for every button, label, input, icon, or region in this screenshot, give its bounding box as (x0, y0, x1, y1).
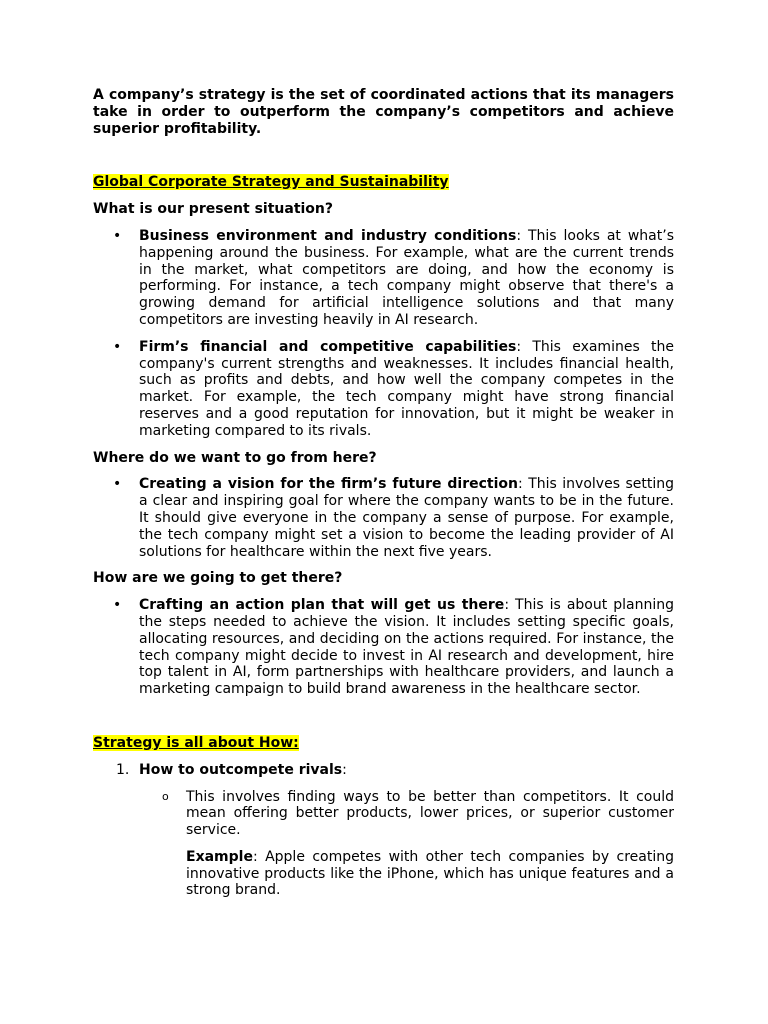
bullet-icon: • (113, 597, 122, 614)
list-number: 1. (116, 761, 130, 778)
numbered-item-term: How to outcompete rivals (139, 761, 343, 778)
bullet-icon: • (113, 227, 122, 244)
numbered-item-colon: : (342, 761, 347, 778)
example-paragraph (93, 849, 674, 899)
list-item-term: Crafting an action plan that will get us there (139, 597, 505, 614)
document-content (93, 87, 674, 899)
list-item-term: Business environment and industry conditions (139, 227, 517, 244)
highlighted-heading: Strategy is all about How: (93, 734, 299, 751)
list-item-text: : This involves setting a clear and inspiring goal for where the company wants to be in the future. It should give everyone in the company a sense of purpose. For example, the tech company might set a vision to become the leading provider of AI solutions for healthcare within the next five years. (139, 476, 675, 560)
bullet-icon: • (113, 338, 122, 355)
bullet-list (93, 597, 674, 698)
highlighted-heading: Global Corporate Strategy and Sustainability (93, 174, 449, 191)
example-text: : Apple competes with other tech companies by creating innovative products like the iPhone, which has unique features and a strong brand. (186, 848, 674, 899)
question-future-direction: Where do we want to go from here? (93, 449, 377, 466)
numbered-item (93, 762, 674, 779)
sub-list-item (93, 789, 674, 839)
list-item (93, 228, 674, 329)
list-item-text: : This examines the company's current strengths and weaknesses. It includes financial health, such as profits and debts, and how well the company competes in the market. For example, the tech company might have strong financial reserves and a good reputation for innovation, but it might be weaker in marketing compared to its rivals. (139, 338, 674, 439)
intro-paragraph: A company’s strategy is the set of coordinated actions that its managers take in order to outperform the company’s competitors and achieve superior profitability. (93, 87, 674, 137)
circle-bullet-icon: o (162, 789, 169, 803)
list-item-term: Creating a vision for the firm’s future direction (139, 476, 519, 493)
list-item (93, 476, 674, 560)
question-how-to-get-there: How are we going to get there? (93, 570, 343, 587)
numbered-list (93, 762, 674, 779)
question-present-situation: What is our present situation? (93, 201, 334, 218)
list-item (93, 597, 674, 698)
list-item-text: : This looks at what’s happening around the business. For example, what are the current trends in the market, what competitors are doing, and how the economy is performing. For instance, a tech company might observe that there's a growing demand for artificial intelligence solutions and that many competitors are investing heavily in AI research. (139, 227, 674, 328)
sub-item-text: This involves finding ways to be better than competitors. It could mean offering better products, lower prices, or superior customer service. (186, 788, 674, 839)
bullet-list (93, 228, 674, 440)
bullet-list (93, 476, 674, 560)
bullet-icon: • (113, 476, 122, 493)
list-item (93, 339, 674, 440)
section-heading (93, 174, 674, 191)
list-item-text: : This is about planning the steps needed to achieve the vision. It includes setting specific goals, allocating resources, and deciding on the actions required. For instance, the tech company might decide to invest in AI research and development, hire top talent in AI, form partnerships with healthcare providers, and launch a marketing campaign to build brand awareness in the healthcare sector. (139, 597, 674, 698)
list-item-term: Firm’s financial and competitive capabilities (139, 338, 517, 355)
section-heading (93, 735, 674, 752)
example-label: Example (186, 848, 253, 865)
